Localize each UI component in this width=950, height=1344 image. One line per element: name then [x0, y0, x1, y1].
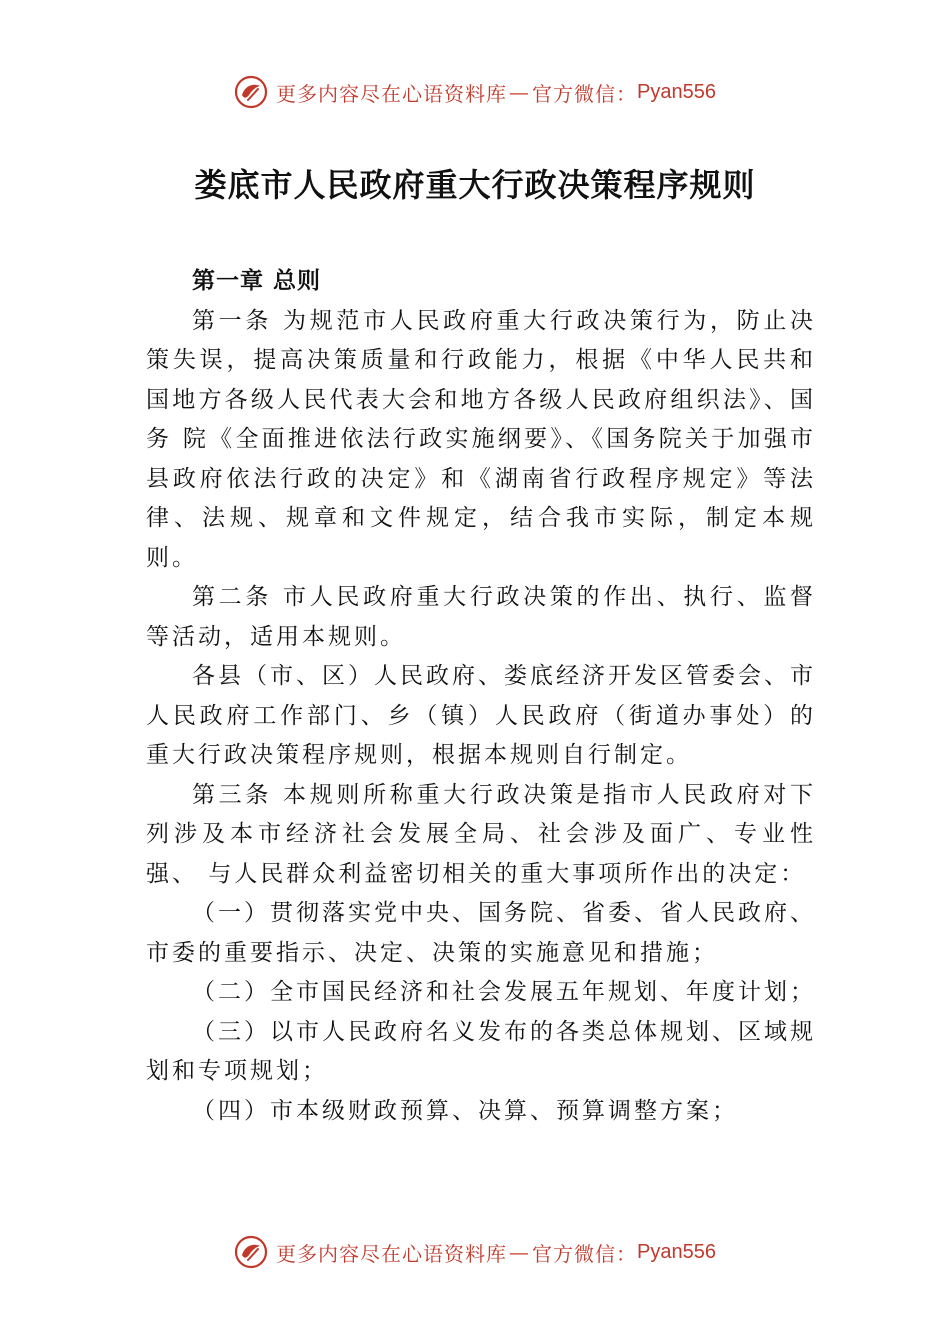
- document-body: [146, 262, 816, 1131]
- watermark-wechat-id: Pyan556: [637, 1240, 716, 1263]
- paragraph-article-2: 第二条 市人民政府重大行政决策的作出、执行、监督等活动，适用本规则。: [146, 584, 816, 650]
- seal-logo-icon: [234, 1235, 268, 1269]
- paragraph-article-1: 第一条 为规范市人民政府重大行政决策行为，防止决策失误，提高决策质量和行政能力，根据《中华人民共和国地方各级人民代表大会和地方各级人民政府组织法》、国务 院《全面推进依法行政实施纲要》、《国务院关于加强市县政府依法行政的决定》和《湖南省行政程序规定》等法律、法规、规章和文件规定，结合我市实际，制定本规则。: [146, 307, 816, 571]
- document-title: 娄底市人民政府重大行政决策程序规则: [194, 166, 756, 204]
- paragraph-article-2-scope: 各县（市、区）人民政府、娄底经济开发区管委会、市人民政府工作部门、乡（镇）人民政府（街道办事处）的重大行政决策程序规则，根据本规则自行制定。: [146, 663, 816, 768]
- watermark-text: 更多内容尽在心语资料库: [276, 81, 508, 106]
- list-item-3: （三）以市人民政府名义发布的各类总体规划、区域规划和专项规划；: [146, 1018, 816, 1084]
- list-item-2: （二）全市国民经济和社会发展五年规划、年度计划；: [192, 979, 816, 1005]
- watermark-wechat-label: 官方微信：: [532, 1241, 638, 1266]
- list-item-1: （一）贯彻落实党中央、国务院、省委、省人民政府、市委的重要指示、决定、决策的实施意见和措施；: [146, 900, 816, 966]
- watermark-footer: [0, 1232, 950, 1272]
- chapter-heading: 第一章 总则: [192, 268, 322, 294]
- seal-logo-icon: [234, 75, 268, 109]
- watermark-header: [0, 72, 950, 112]
- watermark-separator: —: [509, 80, 531, 104]
- watermark-text: 更多内容尽在心语资料库: [276, 1241, 508, 1266]
- list-item-4: （四）市本级财政预算、决算、预算调整方案；: [192, 1097, 738, 1124]
- watermark-wechat-label: 官方微信：: [532, 81, 638, 106]
- paragraph-article-3: 第三条 本规则所称重大行政决策是指市人民政府对下列涉及本市经济社会发展全局、社会涉及面广、专业性强、 与人民群众利益密切相关的重大事项所作出的决定：: [146, 781, 816, 887]
- watermark-separator: —: [509, 1240, 531, 1264]
- watermark-wechat-id: Pyan556: [637, 80, 716, 103]
